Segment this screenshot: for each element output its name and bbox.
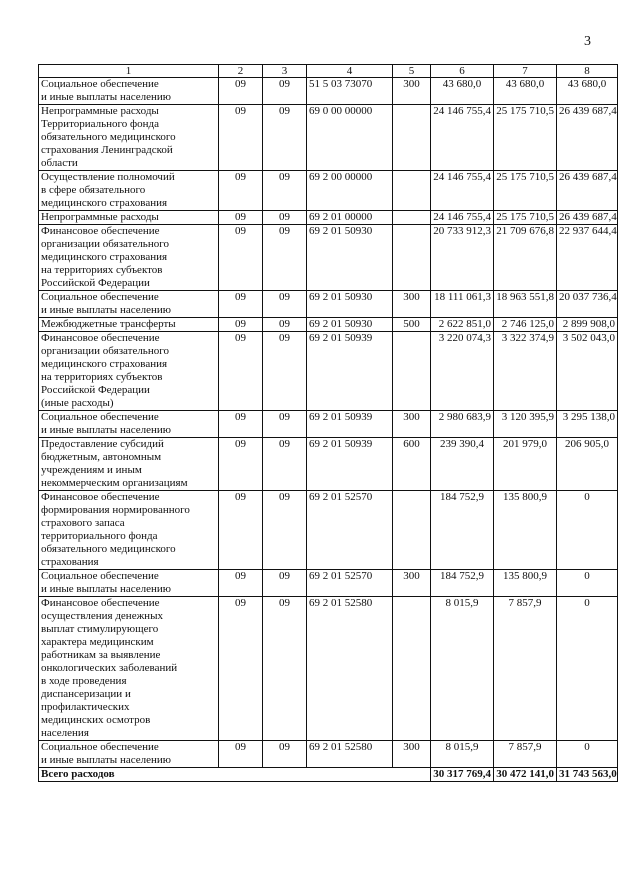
- table-row: [39, 105, 618, 171]
- table-row: [39, 78, 618, 105]
- row-col8: 26 439 687,4: [557, 211, 618, 225]
- row-col3: 09: [263, 105, 307, 171]
- row-col5: 300: [393, 570, 431, 597]
- header-cell: 8: [557, 65, 618, 78]
- row-col8: 206 905,0: [557, 438, 618, 491]
- row-col2: 09: [219, 332, 263, 411]
- total-col6: 30 317 769,4: [431, 768, 494, 782]
- row-col2: 09: [219, 411, 263, 438]
- row-col8: 0: [557, 570, 618, 597]
- expenditure-table: [38, 64, 618, 782]
- row-col7: 3 322 374,9: [494, 332, 557, 411]
- row-col8: 0: [557, 597, 618, 741]
- total-row: [39, 768, 618, 782]
- table-row: [39, 491, 618, 570]
- row-col5: 300: [393, 78, 431, 105]
- row-col2: 09: [219, 570, 263, 597]
- row-col4: 69 2 01 50930: [307, 225, 393, 291]
- header-cell: 2: [219, 65, 263, 78]
- table-row: [39, 291, 618, 318]
- row-col3: 09: [263, 291, 307, 318]
- row-col7: 25 175 710,5: [494, 171, 557, 211]
- row-col3: 09: [263, 570, 307, 597]
- row-col4: 69 2 01 52580: [307, 597, 393, 741]
- row-col6: 24 146 755,4: [431, 105, 494, 171]
- row-col3: 09: [263, 211, 307, 225]
- row-col8: 20 037 736,4: [557, 291, 618, 318]
- row-col8: 26 439 687,4: [557, 171, 618, 211]
- table-row: [39, 438, 618, 491]
- row-col4: 69 2 01 50939: [307, 332, 393, 411]
- total-col7: 30 472 141,0: [494, 768, 557, 782]
- row-name: Финансовое обеспечение организации обязательного медицинского страхования на территориях субъектов Российской Федерации: [39, 225, 219, 291]
- row-col4: 69 2 01 50939: [307, 411, 393, 438]
- row-col5: 300: [393, 741, 431, 768]
- row-col5: [393, 225, 431, 291]
- table-row: [39, 171, 618, 211]
- row-col2: 09: [219, 741, 263, 768]
- row-col3: 09: [263, 411, 307, 438]
- row-col3: 09: [263, 438, 307, 491]
- row-col6: 184 752,9: [431, 491, 494, 570]
- row-col6: 2 980 683,9: [431, 411, 494, 438]
- table-header-row: [39, 65, 618, 78]
- row-col8: 3 295 138,0: [557, 411, 618, 438]
- row-col7: 3 120 395,9: [494, 411, 557, 438]
- row-col4: 69 2 00 00000: [307, 171, 393, 211]
- row-name: Социальное обеспечение и иные выплаты населению: [39, 78, 219, 105]
- row-name: Финансовое обеспечение осуществления денежных выплат стимулирующего характера медицинским работникам за выявление онкологических заболеваний в ходе проведения диспансеризации и профилактических медицинских осмотров населения: [39, 597, 219, 741]
- row-name: Социальное обеспечение и иные выплаты населению: [39, 570, 219, 597]
- row-col6: 239 390,4: [431, 438, 494, 491]
- row-name: Непрограммные расходы Территориального фонда обязательного медицинского страхования Ленинградской области: [39, 105, 219, 171]
- row-col4: 69 2 01 52580: [307, 741, 393, 768]
- row-col7: 2 746 125,0: [494, 318, 557, 332]
- row-col4: 69 2 01 50930: [307, 291, 393, 318]
- row-col7: 25 175 710,5: [494, 211, 557, 225]
- row-col6: 18 111 061,3: [431, 291, 494, 318]
- row-name: Социальное обеспечение и иные выплаты населению: [39, 411, 219, 438]
- row-col6: 24 146 755,4: [431, 211, 494, 225]
- row-col7: 43 680,0: [494, 78, 557, 105]
- row-col3: 09: [263, 491, 307, 570]
- row-col7: 18 963 551,8: [494, 291, 557, 318]
- row-name: Социальное обеспечение и иные выплаты населению: [39, 741, 219, 768]
- row-col8: 43 680,0: [557, 78, 618, 105]
- row-col5: [393, 171, 431, 211]
- row-col5: 600: [393, 438, 431, 491]
- row-col3: 09: [263, 332, 307, 411]
- row-col6: 8 015,9: [431, 597, 494, 741]
- row-col3: 09: [263, 318, 307, 332]
- row-col7: 135 800,9: [494, 491, 557, 570]
- row-col4: 69 2 01 52570: [307, 570, 393, 597]
- header-cell: 5: [393, 65, 431, 78]
- row-col8: 26 439 687,4: [557, 105, 618, 171]
- row-col2: 09: [219, 105, 263, 171]
- row-col6: 24 146 755,4: [431, 171, 494, 211]
- row-col5: 500: [393, 318, 431, 332]
- row-col8: 0: [557, 741, 618, 768]
- row-name: Финансовое обеспечение организации обязательного медицинского страхования на территориях субъектов Российской Федерации (иные расходы): [39, 332, 219, 411]
- row-name: Непрограммные расходы: [39, 211, 219, 225]
- row-name: Финансовое обеспечение формирования нормированного страхового запаса территориального фонда обязательного медицинского страхования: [39, 491, 219, 570]
- row-col7: 21 709 676,8: [494, 225, 557, 291]
- row-col2: 09: [219, 171, 263, 211]
- total-col8: 31 743 563,0: [557, 768, 618, 782]
- row-name: Социальное обеспечение и иные выплаты населению: [39, 291, 219, 318]
- row-col7: 7 857,9: [494, 597, 557, 741]
- row-col2: 09: [219, 225, 263, 291]
- row-col8: 0: [557, 491, 618, 570]
- row-col5: 300: [393, 291, 431, 318]
- table-row: [39, 570, 618, 597]
- row-col5: [393, 597, 431, 741]
- row-col6: 43 680,0: [431, 78, 494, 105]
- row-col3: 09: [263, 171, 307, 211]
- table-row: [39, 741, 618, 768]
- row-col2: 09: [219, 211, 263, 225]
- header-cell: 1: [39, 65, 219, 78]
- row-col4: 51 5 03 73070: [307, 78, 393, 105]
- row-col6: 2 622 851,0: [431, 318, 494, 332]
- row-name: Межбюджетные трансферты: [39, 318, 219, 332]
- table-row: [39, 211, 618, 225]
- header-cell: 7: [494, 65, 557, 78]
- row-col4: 69 2 01 50930: [307, 318, 393, 332]
- page-number: 3: [584, 34, 591, 49]
- row-col2: 09: [219, 78, 263, 105]
- row-col3: 09: [263, 597, 307, 741]
- row-col8: 3 502 043,0: [557, 332, 618, 411]
- row-col4: 69 2 01 52570: [307, 491, 393, 570]
- row-col4: 69 2 01 00000: [307, 211, 393, 225]
- row-col3: 09: [263, 741, 307, 768]
- row-col4: 69 2 01 50939: [307, 438, 393, 491]
- row-col8: 22 937 644,4: [557, 225, 618, 291]
- total-label: Всего расходов: [39, 768, 431, 782]
- table-row: [39, 318, 618, 332]
- row-col7: 135 800,9: [494, 570, 557, 597]
- header-cell: 4: [307, 65, 393, 78]
- row-col5: [393, 211, 431, 225]
- row-col7: 201 979,0: [494, 438, 557, 491]
- row-col2: 09: [219, 491, 263, 570]
- row-col2: 09: [219, 291, 263, 318]
- table-row: [39, 597, 618, 741]
- table-row: [39, 225, 618, 291]
- row-name: Осуществление полномочий в сфере обязательного медицинского страхования: [39, 171, 219, 211]
- row-col5: [393, 105, 431, 171]
- row-col7: 7 857,9: [494, 741, 557, 768]
- row-col4: 69 0 00 00000: [307, 105, 393, 171]
- row-col5: 300: [393, 411, 431, 438]
- row-col6: 3 220 074,3: [431, 332, 494, 411]
- row-col2: 09: [219, 438, 263, 491]
- row-name: Предоставление субсидий бюджетным, автономным учреждениям и иным некоммерческим организациям: [39, 438, 219, 491]
- row-col6: 20 733 912,3: [431, 225, 494, 291]
- row-col6: 8 015,9: [431, 741, 494, 768]
- row-col7: 25 175 710,5: [494, 105, 557, 171]
- row-col8: 2 899 908,0: [557, 318, 618, 332]
- row-col5: [393, 332, 431, 411]
- table-row: [39, 332, 618, 411]
- header-cell: 6: [431, 65, 494, 78]
- row-col5: [393, 491, 431, 570]
- row-col3: 09: [263, 78, 307, 105]
- header-cell: 3: [263, 65, 307, 78]
- row-col2: 09: [219, 318, 263, 332]
- row-col6: 184 752,9: [431, 570, 494, 597]
- row-col3: 09: [263, 225, 307, 291]
- table-row: [39, 411, 618, 438]
- row-col2: 09: [219, 597, 263, 741]
